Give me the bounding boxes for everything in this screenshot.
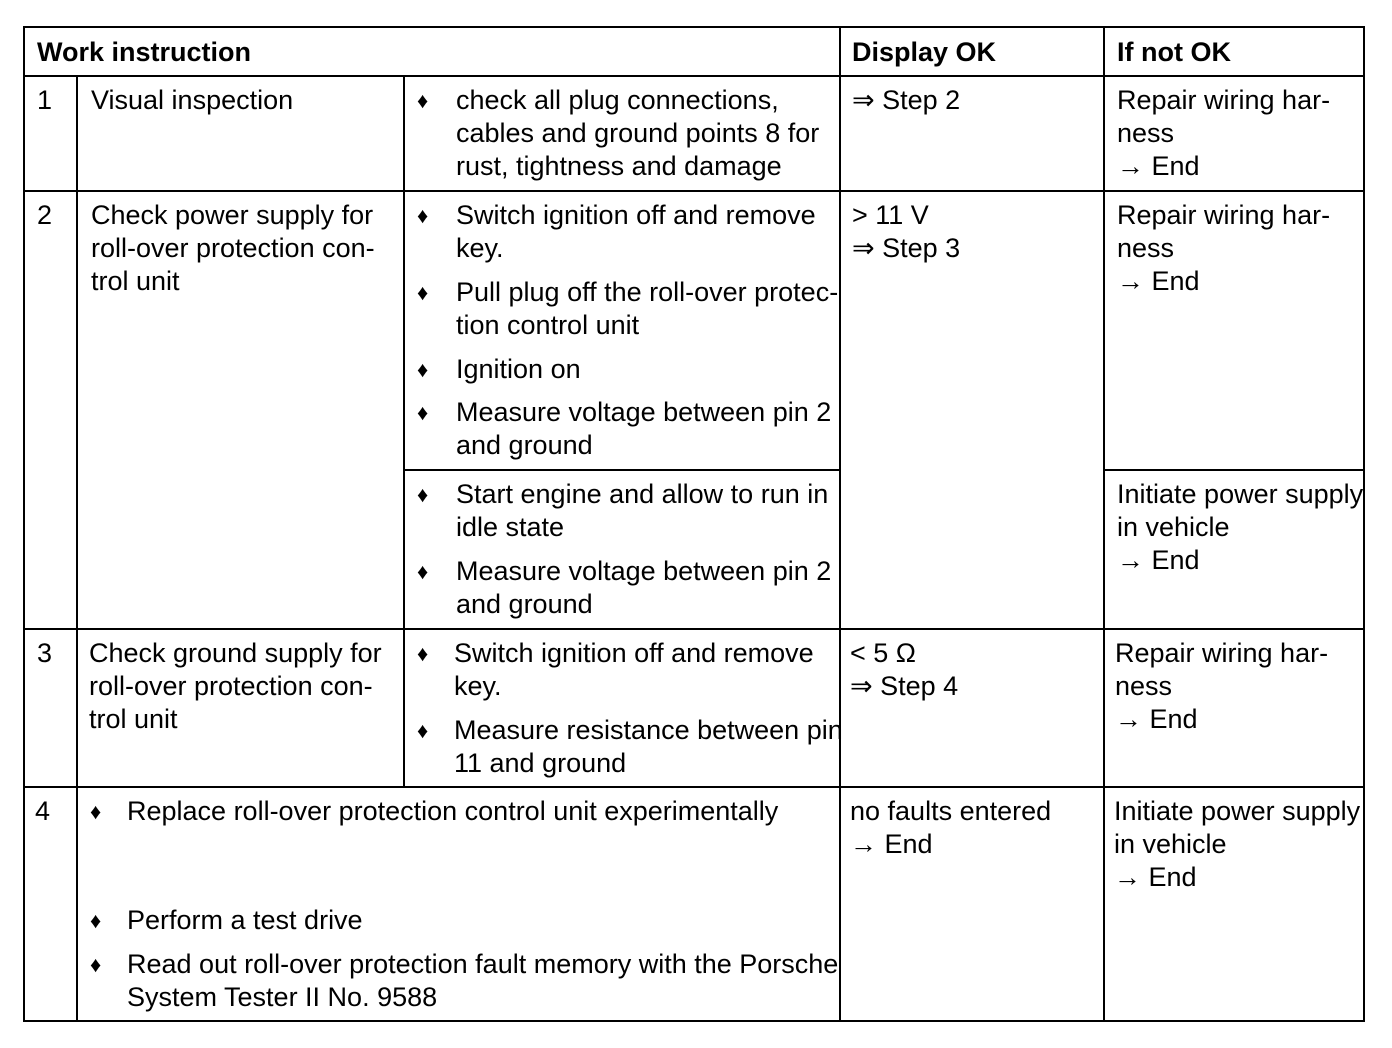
step-1-action-1-bullet: ♦ xyxy=(417,88,429,113)
step-2-display-ok-line-2: ⇒ Step 3 xyxy=(852,233,961,263)
step-2-not-ok-b-line-2: in vehicle xyxy=(1117,512,1230,542)
rule-left xyxy=(23,26,25,1022)
step-1-not-ok-line-3: → End xyxy=(1117,151,1200,181)
step-3-title-line-1: Check ground supply for xyxy=(89,638,382,668)
step-1-not-ok-line-2: ness xyxy=(1117,118,1175,148)
rule-display-col xyxy=(839,26,841,1022)
rule-notok-col xyxy=(1103,26,1105,1022)
step-2-not-ok-a-line-3: → End xyxy=(1117,266,1200,296)
step-3-action-2-line-2: 11 and ground xyxy=(454,748,627,778)
step-4-display-ok-line-2: → End xyxy=(850,829,933,859)
header-if-not-ok: If not OK xyxy=(1117,37,1231,67)
step-4-number: 4 xyxy=(35,796,51,826)
step-1-action-1-line-1: check all plug connections, xyxy=(456,85,779,115)
step-3-display-ok-line-2: ⇒ Step 4 xyxy=(850,671,959,701)
step-3-title-line-2: roll-over protection con- xyxy=(89,671,373,701)
step-2-action-1-bullet: ♦ xyxy=(417,203,429,228)
step-2-action-3-bullet: ♦ xyxy=(417,357,429,382)
rule-step2-bottom xyxy=(23,628,1365,630)
step-2-action-1-line-2: key. xyxy=(456,233,504,263)
step-1-display-ok: ⇒ Step 2 xyxy=(852,85,961,115)
step-1-not-ok-line-1: Repair wiring har- xyxy=(1117,85,1331,115)
rule-step2-split-actions xyxy=(405,469,841,471)
step-2-title-line-2: roll-over protection con- xyxy=(91,233,375,263)
step-2-action-4-line-1: Measure voltage between pin 2 xyxy=(456,397,832,427)
header-work-instruction: Work instruction xyxy=(37,37,252,67)
step-2-action-2-line-2: tion control unit xyxy=(456,310,640,340)
step-1-action-1-line-3: rust, tightness and damage xyxy=(456,151,782,181)
step-4-action-1-bullet: ♦ xyxy=(90,799,102,824)
step-2-action-2-bullet: ♦ xyxy=(417,280,429,305)
rule-bottom xyxy=(23,1020,1365,1022)
step-4-action-2-bullet: ♦ xyxy=(90,908,102,933)
step-3-number: 3 xyxy=(37,638,53,668)
step-2-action-4-line-2: and ground xyxy=(456,430,593,460)
step-3-action-2-line-1: Measure resistance between pin xyxy=(454,715,843,745)
step-4-not-ok-line-1: Initiate power supply xyxy=(1114,796,1361,826)
step-2-title-line-3: trol unit xyxy=(91,266,180,296)
step-2-display-ok-line-1: > 11 V xyxy=(852,200,929,230)
step-4-display-ok-line-1: no faults entered xyxy=(850,796,1052,826)
step-3-not-ok-line-3: → End xyxy=(1115,704,1198,734)
step-4-action-3-line-1: Read out roll-over protection fault memory with the Porsche xyxy=(127,949,839,979)
step-4-action-3-line-2: System Tester II No. 9588 xyxy=(127,982,438,1012)
step-4-action-2-line-1: Perform a test drive xyxy=(127,905,363,935)
step-3-action-1-line-2: key. xyxy=(454,671,502,701)
rule-right xyxy=(1363,26,1365,1022)
step-2-action-3-line-1: Ignition on xyxy=(456,354,581,384)
step-2-not-ok-a-line-1: Repair wiring har- xyxy=(1117,200,1331,230)
step-2-action-6-line-2: and ground xyxy=(456,589,593,619)
step-2-action-2-line-1: Pull plug off the roll-over protec- xyxy=(456,277,839,307)
step-2-number: 2 xyxy=(37,200,53,230)
step-4-action-1-line-1: Replace roll-over protection control unit experimentally xyxy=(127,796,779,826)
step-2-not-ok-b-line-3: → End xyxy=(1117,545,1200,575)
step-3-not-ok-line-2: ness xyxy=(1115,671,1173,701)
step-1-action-1-line-2: cables and ground points 8 for xyxy=(456,118,820,148)
step-2-not-ok-a-line-2: ness xyxy=(1117,233,1175,263)
step-2-title-line-1: Check power supply for xyxy=(91,200,374,230)
step-3-action-1-line-1: Switch ignition off and remove xyxy=(454,638,814,668)
step-3-not-ok-line-1: Repair wiring har- xyxy=(1115,638,1329,668)
step-2-action-4-bullet: ♦ xyxy=(417,400,429,425)
step-3-display-ok-line-1: < 5 Ω xyxy=(850,638,916,668)
step-2-not-ok-b-line-1: Initiate power supply xyxy=(1117,479,1364,509)
header-display-ok: Display OK xyxy=(852,37,997,67)
step-1-title: Visual inspection xyxy=(91,85,294,115)
step-2-action-1-line-1: Switch ignition off and remove xyxy=(456,200,816,230)
step-4-not-ok-line-2: in vehicle xyxy=(1114,829,1227,859)
rule-step2-split-notok xyxy=(1105,469,1365,471)
step-2-action-6-bullet: ♦ xyxy=(417,559,429,584)
rule-step1-bottom xyxy=(23,190,1365,192)
step-1-number: 1 xyxy=(37,85,53,115)
step-2-action-5-line-2: idle state xyxy=(456,512,565,542)
step-2-action-5-bullet: ♦ xyxy=(417,482,429,507)
rule-action-col xyxy=(403,75,405,788)
step-2-action-5-line-1: Start engine and allow to run in xyxy=(456,479,829,509)
work-instruction-table xyxy=(23,26,1365,1022)
step-2-action-6-line-1: Measure voltage between pin 2 xyxy=(456,556,832,586)
step-4-action-3-bullet: ♦ xyxy=(90,952,102,977)
step-3-action-2-bullet: ♦ xyxy=(417,718,429,743)
step-3-action-1-bullet: ♦ xyxy=(417,641,429,666)
step-4-not-ok-line-3: → End xyxy=(1114,862,1197,892)
step-3-title-line-3: trol unit xyxy=(89,704,178,734)
rule-step3-bottom xyxy=(23,786,1365,788)
rule-number-col xyxy=(76,75,78,1022)
